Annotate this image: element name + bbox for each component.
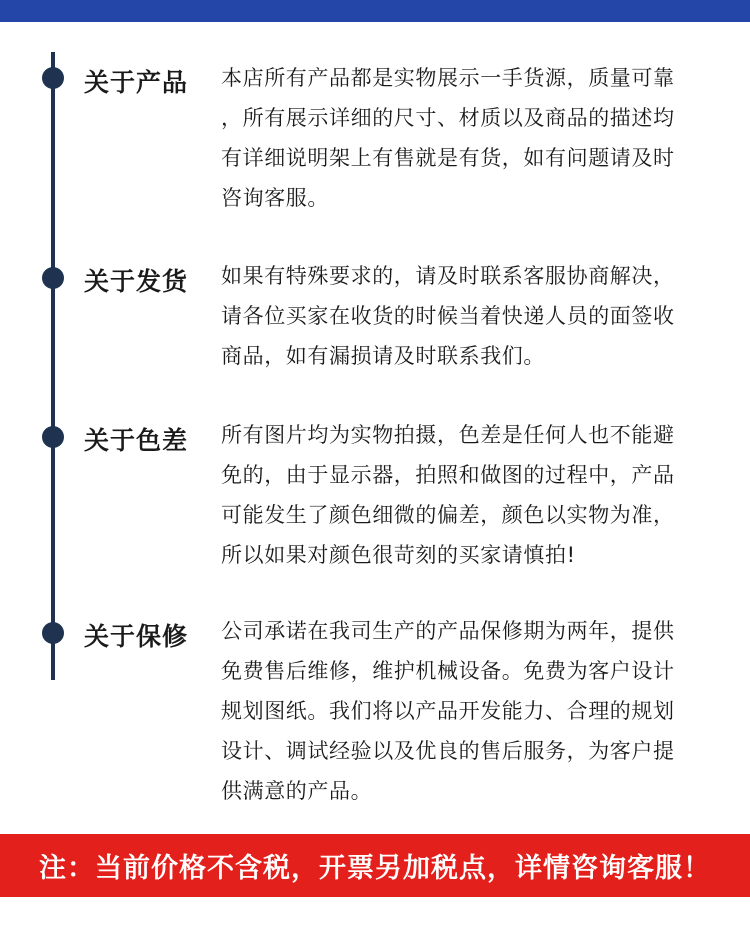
section-title: 关于产品 xyxy=(84,68,189,97)
notice-text: 注：当前价格不含税，开票另加税点，详情咨询客服！ xyxy=(39,853,711,884)
body-line: 本店所有产品都是实物展示一手货源，质量可靠 xyxy=(221,66,675,90)
section-title: 关于色差 xyxy=(84,426,189,455)
timeline-dot-icon xyxy=(42,267,64,289)
section-body xyxy=(221,415,731,575)
section-title: 关于保修 xyxy=(84,622,189,651)
body-line: 规划图纸。我们将以产品开发能力、合理的规划 xyxy=(221,699,675,723)
body-line: 供满意的产品。 xyxy=(221,779,373,803)
body-line: 公司承诺在我司生产的产品保修期为两年，提供 xyxy=(221,619,675,643)
body-line: 商品，如有漏损请及时联系我们。 xyxy=(221,344,545,368)
top-header-bar xyxy=(0,0,750,22)
timeline-line xyxy=(51,52,55,680)
body-line: 免的，由于显示器，拍照和做图的过程中，产品 xyxy=(221,463,675,487)
body-line: ，所有展示详细的尺寸、材质以及商品的描述均 xyxy=(221,106,675,130)
notice-banner xyxy=(0,834,750,897)
body-line: 咨询客服。 xyxy=(221,186,329,210)
section-body xyxy=(221,58,731,218)
body-line: 请各位买家在收货的时候当着快递人员的面签收 xyxy=(221,304,675,328)
body-line: 所以如果对颜色很苛刻的买家请慎拍! xyxy=(221,543,576,567)
body-line: 设计、调试经验以及优良的售后服务，为客户提 xyxy=(221,739,675,763)
section-body xyxy=(221,256,731,376)
timeline-dot-icon xyxy=(42,67,64,89)
body-line: 如果有特殊要求的，请及时联系客服协商解决， xyxy=(221,264,675,288)
timeline-dot-icon xyxy=(42,426,64,448)
section-body xyxy=(221,611,731,811)
timeline-dot-icon xyxy=(42,622,64,644)
section-title: 关于发货 xyxy=(84,267,189,296)
body-line: 可能发生了颜色细微的偏差，颜色以实物为准， xyxy=(221,503,675,527)
body-line: 有详细说明架上有售就是有货，如有问题请及时 xyxy=(221,146,675,170)
body-line: 免费售后维修，维护机械设备。免费为客户设计 xyxy=(221,659,675,683)
body-line: 所有图片均为实物拍摄，色差是任何人也不能避 xyxy=(221,423,675,447)
